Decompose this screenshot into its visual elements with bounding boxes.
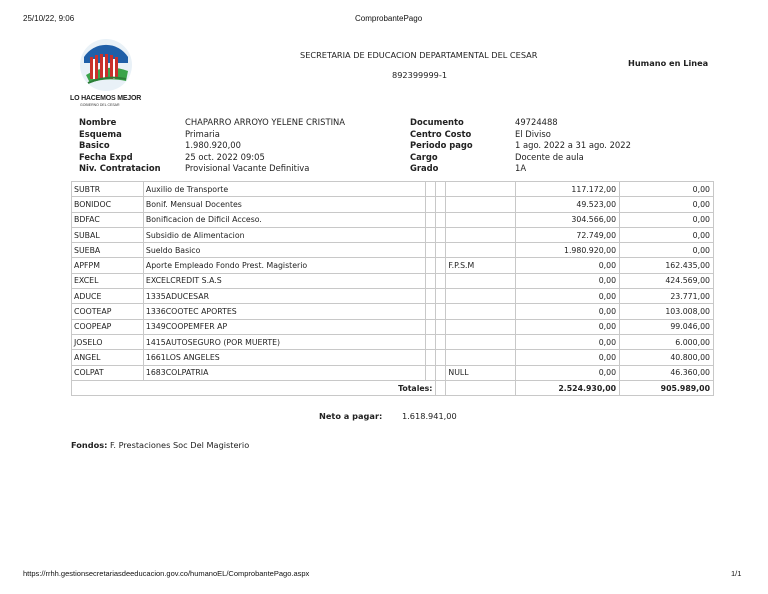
- row-spacer: [426, 365, 436, 380]
- row-deduccion: 23.771,00: [620, 289, 714, 304]
- row-description: Subsidio de Alimentacion: [143, 227, 426, 242]
- row-spacer: [426, 334, 436, 349]
- row-devengado: 49.523,00: [516, 197, 620, 212]
- row-spacer: [436, 212, 446, 227]
- row-spacer: [426, 182, 436, 197]
- value-niv-contratacion: Provisional Vacante Definitiva: [185, 163, 310, 173]
- row-description: Bonificacion de Dificil Acceso.: [143, 212, 426, 227]
- row-code: ADUCE: [72, 289, 144, 304]
- row-fund: [446, 289, 516, 304]
- row-fund: [446, 227, 516, 242]
- table-row: [72, 258, 714, 273]
- row-description: Aporte Empleado Fondo Prest. Magisterio: [143, 258, 426, 273]
- fondos-label: Fondos:: [71, 440, 108, 450]
- payroll-table: [71, 181, 714, 396]
- table-row: [72, 243, 714, 258]
- table-row: [72, 319, 714, 334]
- row-code: SUEBA: [72, 243, 144, 258]
- row-devengado: 0,00: [516, 350, 620, 365]
- print-url: https://rrhh.gestionsecretariasdeeducacion.gov.co/humanoEL/ComprobantePago.aspx: [23, 569, 310, 578]
- value-nombre: CHAPARRO ARROYO YELENE CRISTINA: [185, 117, 346, 127]
- row-spacer: [426, 304, 436, 319]
- row-description: 1336COOTEC APORTES: [143, 304, 426, 319]
- row-deduccion: 0,00: [620, 197, 714, 212]
- totals-spacer: [436, 380, 446, 395]
- row-spacer: [436, 243, 446, 258]
- employee-labels-right: [410, 117, 473, 175]
- gobernacion-logo: [78, 37, 134, 93]
- institution-title: SECRETARIA DE EDUCACION DEPARTAMENTAL DEL CESAR: [300, 50, 538, 60]
- value-grado: 1A: [515, 163, 527, 173]
- row-description: 1415AUTOSEGURO (POR MUERTE): [143, 334, 426, 349]
- table-row: [72, 273, 714, 288]
- row-spacer: [426, 273, 436, 288]
- row-code: COOPEAP: [72, 319, 144, 334]
- row-devengado: 0,00: [516, 273, 620, 288]
- system-name: Humano en Linea: [628, 58, 709, 68]
- row-devengado: 0,00: [516, 365, 620, 380]
- label-nombre: Nombre: [79, 117, 117, 127]
- row-code: SUBAL: [72, 227, 144, 242]
- row-fund: [446, 197, 516, 212]
- row-code: SUBTR: [72, 182, 144, 197]
- totals-spacer: [446, 380, 516, 395]
- table-row: [72, 350, 714, 365]
- row-devengado: 0,00: [516, 319, 620, 334]
- row-spacer: [436, 319, 446, 334]
- row-spacer: [436, 350, 446, 365]
- row-devengado: 1.980.920,00: [516, 243, 620, 258]
- row-description: 1349COOPEMFER AP: [143, 319, 426, 334]
- row-deduccion: 0,00: [620, 212, 714, 227]
- row-code: ANGEL: [72, 350, 144, 365]
- row-spacer: [426, 227, 436, 242]
- row-code: COOTEAP: [72, 304, 144, 319]
- row-deduccion: 0,00: [620, 243, 714, 258]
- label-grado: Grado: [410, 163, 439, 173]
- row-fund: [446, 243, 516, 258]
- row-spacer: [426, 350, 436, 365]
- row-devengado: 0,00: [516, 304, 620, 319]
- row-description: Sueldo Basico: [143, 243, 426, 258]
- fondos-line: [71, 440, 249, 450]
- row-deduccion: 0,00: [620, 182, 714, 197]
- row-deduccion: 99.046,00: [620, 319, 714, 334]
- row-deduccion: 103.008,00: [620, 304, 714, 319]
- row-code: BONIDOC: [72, 197, 144, 212]
- label-cargo: Cargo: [410, 151, 438, 162]
- value-esquema: Primaria: [185, 128, 220, 139]
- employee-values-right: [515, 117, 631, 175]
- row-code: APFPM: [72, 258, 144, 273]
- row-code: EXCEL: [72, 273, 144, 288]
- row-spacer: [436, 273, 446, 288]
- row-spacer: [426, 319, 436, 334]
- neto-value: 1.618.941,00: [402, 411, 457, 421]
- row-fund: [446, 273, 516, 288]
- row-description: Bonif. Mensual Docentes: [143, 197, 426, 212]
- row-description: Auxilio de Transporte: [143, 182, 426, 197]
- row-spacer: [436, 227, 446, 242]
- row-spacer: [436, 304, 446, 319]
- row-spacer: [426, 243, 436, 258]
- row-spacer: [426, 289, 436, 304]
- row-fund: [446, 304, 516, 319]
- label-esquema: Esquema: [79, 128, 122, 139]
- table-row: [72, 304, 714, 319]
- row-fund: [446, 334, 516, 349]
- employee-values-left: [185, 117, 345, 175]
- employee-labels-left: [79, 117, 161, 175]
- fondos-value: F. Prestaciones Soc Del Magisterio: [109, 440, 250, 450]
- neto-label: Neto a pagar:: [319, 411, 383, 421]
- totals-label: Totales:: [72, 380, 436, 395]
- logo-slogan: LO HACEMOS MEJOR: [70, 95, 142, 102]
- row-fund: [446, 350, 516, 365]
- row-devengado: 72.749,00: [516, 227, 620, 242]
- row-fund: [446, 319, 516, 334]
- row-spacer: [436, 182, 446, 197]
- print-datetime: 25/10/22, 9:06: [23, 14, 75, 23]
- label-fecha-expd: Fecha Expd: [79, 151, 133, 162]
- row-spacer: [426, 212, 436, 227]
- row-devengado: 304.566,00: [516, 212, 620, 227]
- label-documento: Documento: [410, 117, 464, 127]
- row-description: 1335ADUCESAR: [143, 289, 426, 304]
- totals-row: [72, 380, 714, 395]
- row-spacer: [436, 334, 446, 349]
- row-code: COLPAT: [72, 365, 144, 380]
- row-spacer: [436, 289, 446, 304]
- row-deduccion: 46.360,00: [620, 365, 714, 380]
- value-documento: 49724488: [515, 117, 558, 127]
- table-row: [72, 289, 714, 304]
- label-basico: Basico: [79, 140, 110, 150]
- table-row: [72, 212, 714, 227]
- row-spacer: [436, 365, 446, 380]
- row-fund: NULL: [446, 365, 516, 380]
- row-spacer: [436, 258, 446, 273]
- row-fund: F.P.S.M: [446, 258, 516, 273]
- row-description: 1683COLPATRIA: [143, 365, 426, 380]
- row-devengado: 0,00: [516, 334, 620, 349]
- print-page-title: ComprobantePago: [355, 14, 423, 23]
- label-niv-contratacion: Niv. Contratacion: [79, 163, 161, 173]
- value-basico: 1.980.920,00: [185, 140, 241, 150]
- row-description: EXCELCREDIT S.A.S: [143, 273, 426, 288]
- row-fund: [446, 212, 516, 227]
- row-spacer: [426, 197, 436, 212]
- value-centro-costo: El Diviso: [515, 128, 551, 139]
- table-row: [72, 182, 714, 197]
- row-deduccion: 40.800,00: [620, 350, 714, 365]
- row-code: BDFAC: [72, 212, 144, 227]
- row-deduccion: 162.435,00: [620, 258, 714, 273]
- table-row: [72, 227, 714, 242]
- row-fund: [446, 182, 516, 197]
- row-deduccion: 0,00: [620, 227, 714, 242]
- row-description: 1661LOS ANGELES: [143, 350, 426, 365]
- row-devengado: 117.172,00: [516, 182, 620, 197]
- value-periodo-pago: 1 ago. 2022 a 31 ago. 2022: [515, 140, 631, 150]
- institution-nit: 892399999-1: [392, 70, 448, 80]
- table-row: [72, 365, 714, 380]
- totals-deduccion: 905.989,00: [620, 380, 714, 395]
- totals-devengado: 2.524.930,00: [516, 380, 620, 395]
- value-fecha-expd: 25 oct. 2022 09:05: [185, 151, 265, 162]
- print-page-number: 1/1: [731, 569, 742, 578]
- table-row: [72, 197, 714, 212]
- row-deduccion: 424.569,00: [620, 273, 714, 288]
- row-spacer: [426, 258, 436, 273]
- row-deduccion: 6.000,00: [620, 334, 714, 349]
- row-devengado: 0,00: [516, 289, 620, 304]
- label-centro-costo: Centro Costo: [410, 128, 472, 139]
- table-row: [72, 334, 714, 349]
- label-periodo-pago: Periodo pago: [410, 140, 473, 150]
- row-devengado: 0,00: [516, 258, 620, 273]
- row-code: JOSELO: [72, 334, 144, 349]
- logo-subtext: GOBIERNO DEL CESAR: [80, 103, 120, 107]
- value-cargo: Docente de aula: [515, 151, 584, 162]
- row-spacer: [436, 197, 446, 212]
